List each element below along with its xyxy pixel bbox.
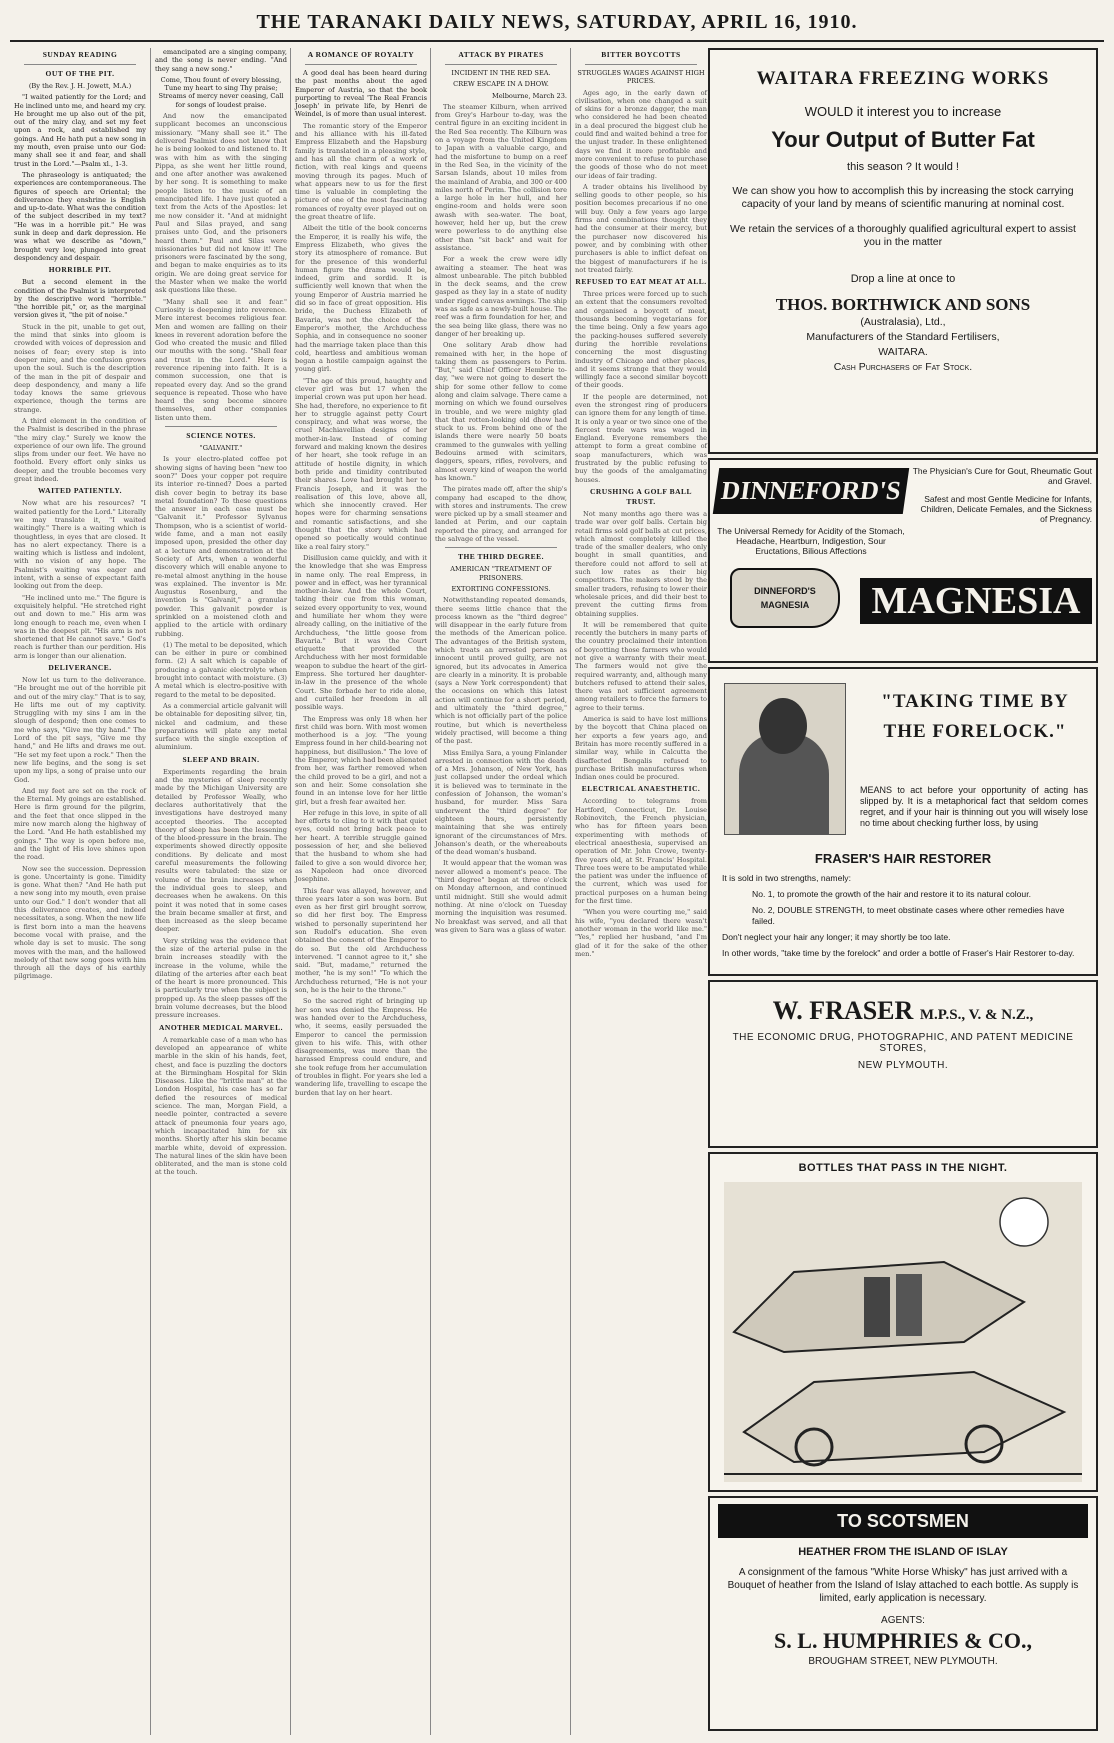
bottles-illustration <box>724 1182 1082 1482</box>
ad-headline: HEATHER FROM THE ISLAND OF ISLAY <box>798 1546 1008 1558</box>
advertisement-column <box>708 48 1104 1735</box>
chemist-name: W. FRASER <box>772 996 914 1025</box>
frasers-hair-restorer-ad <box>708 667 1098 976</box>
ad-headline: Your Output of Butter Fat <box>771 127 1035 152</box>
article-filler: "Many shall see it and fear." Curiosity is deepening into reverence. Mere interest becomes religious fear. Men and women are falling on their knees in reverent adoration before the God who created the music and filled our mouths with the song. "Shall fear and trust in the Lord." Here is reverence ripening into faith. It is a common succession, one that is repeated every day. And so the grand sequence is repeated. Those who have heard the song become sincere themselves, and other companies listen unto them. <box>155 297 287 422</box>
article-filler: And now the emancipated supplicant becomes an unconscious missionary. "Many shall see it." The delivered Psalmist does not know that he is being looked to and listened to. It was with him as with the singing Pippa, as she went her little round, and one after another was awakened by her song. It is something to make people listen to the music of an emancipated life. I have just quoted a text from the Acts of the Apostles: let me now consider it. "And at midnight Paul and Silas prayed, and sang praises unto God, and the prisoners heard them." Paul and Silas were missionaries but did not know it! The prisoners were fascinated by the song, and began to make enquiries as to its origin. We are doing great service for the Master when we make the world ask questions like these. <box>155 112 287 295</box>
article-filler: One solitary Arab dhow had remained with her, in the hope of taking them as passengers to Perim. "But," said Chief Officer Hembrie to-day, "we were not going to desert the ship for some other fellow to come along and claim salvage. There came a morning on which we found ourselves in trouble, and we were mighty glad that that rotten-looking old dhow had stuck to us. From behind one of the islands there were nearly 50 boats crammed to the gunwales with yelling Bedouins armed with scimitars, daggers, spears, rifles, revolvers, and almost every kind of weapon the world has known." <box>435 341 567 482</box>
ad-line: AGENTS: <box>881 1615 925 1626</box>
section-heading: THE THIRD DEGREE. <box>457 552 545 562</box>
article-paragraph: emancipated are a singing company, and the song is never ending. "And they sang a new song." <box>155 48 287 73</box>
byline: (By the Rev. J. H. Jowett, M.A.) <box>28 82 132 90</box>
article-filler: The romantic story of the Emperor and his alliance with his ill-fated Empress Elizabeth and the Hapsburg family is translated in a pleasing style, and has all the charm of a work of fiction, with real kings and queens moving through its pages. Much of what appears new to us for the first time is valuable in completing the picture of one of the most fascinating romances of royalty ever played out on the great theatre of life. <box>295 121 427 222</box>
article-filler: Three prices were forced up to such an extent that the consumers revolted and organised a boycott of meat, thousands becoming vegetarians for the time being. Only a few years ago the packing-houses suffered severely during the horrible revelations concerning the most disgusting industry of Chicago and other places, and it seems strange that they would willingly face a second similar boycott of their goods. <box>575 290 707 390</box>
ad-title: BOTTLES THAT PASS IN THE NIGHT. <box>798 1162 1008 1174</box>
section-heading: SLEEP AND BRAIN. <box>182 754 260 764</box>
masthead-title: THE TARANAKI DAILY NEWS, SATURDAY, APRIL 16, 1910. <box>256 11 858 33</box>
ad-company: S. L. HUMPHRIES & CO., <box>774 1628 1032 1653</box>
column-pirates <box>430 48 571 1735</box>
column-sunday-reading <box>10 48 150 1735</box>
ad-body-block <box>722 873 1084 959</box>
article-filler: A third element in the condition of the Psalmist is described in the phrase "the miry clay." Surely we know the experience of our own life. The ground slips from under our feet. We have no foothold. Every effort only sinks us deeper, and the trouble becomes very great indeed. <box>14 416 146 484</box>
magnesia-bottle <box>730 568 840 628</box>
section-heading: SUNDAY READING <box>42 50 118 59</box>
woman-illustration <box>724 683 846 835</box>
article-subhead: EXTORTING CONFESSIONS. <box>451 584 551 593</box>
chemist-quals: M.P.S., V. & N.Z., <box>919 1007 1034 1023</box>
article-filler: If the people are determined, not even the strongest ring of producers can ignore them for any length of time. It is only a year or two since one of the fiercest trade wars was waged in England. Everyone remembers the attempt to form a great combine of soap manufacturers, which was frustrated by the public refusing to buy the goods of the amalgamating houses. <box>575 392 707 484</box>
ad-body: We can show you how to accomplish this by increasing the stock carrying capacity of your land by means of scientific manuring at nominal cost. <box>732 185 1074 210</box>
article-filler: The pirates made off, after the ship's company had escaped to the dhow, with stores and instruments. The crew were picked up by a small steamer and landed at Perim, and our captain reported the piracy, and arranged for the salvage of the vessel. <box>435 485 567 544</box>
article-filler: According to telegrams from Hartford, Connecticut, Dr. Louise Robinovitch, the French physician, who has for fifteen years been experimenting with methods of electrical anaesthesia, supervised an operation of Mr. John Crowe, twenty-five years old, at St. Francis' Hospital. Three toes were to be amputated while the patient was under the influence of the current, which was used for practical purposes on a human being for the first time. <box>575 797 707 906</box>
article-subhead: "GALVANIT." <box>199 444 243 453</box>
article-paragraph: "I waited patiently for the Lord; and He inclined unto me, and heard my cry. He brought me up also out of the pit, out of the miry clay, and set my feet upon a rock, and established my goings. And He hath put a new song in my mouth, even praise unto our God: many shall see it and fear, and shall trust in the Lord."—Psalm xl., 1-3. <box>14 93 146 168</box>
ad-body: We retain the services of a thoroughly qualified agricultural expert to assist you in the matter <box>730 223 1076 248</box>
column-science <box>150 48 291 1735</box>
article-filler: Now see the succession. Depression is gone. Uncertainty is gone. Timidity is gone. What then? "And He hath put a new song into my mouth, even praise unto our God." I don't wonder that all this deliverance creates, and indeed necessitates, a song. When the new life is first born into a man the heavens become vocal with praise, and the whole day is set to music. The song moves with the man, and the hallowed melody of that new song goes with him through all the days of his earthly pilgrimage. <box>14 864 146 981</box>
article-subhead: WAITED PATIENTLY. <box>38 486 122 496</box>
article-title: OUT OF THE PIT. <box>45 69 115 78</box>
article-filler: This fear was allayed, however, and three years later a son was born. But even as her first girl brought sorrow, so did her first boy. The Empress wished to personally superintend her son Rudolf's education. She even obtained the consent of the Emperor to do so. But the old Archduchess intervened. "I cannot agree to it," she said. "But, madame," returned the mother, "he is my son!" "To which the Archduchess returned, "He is not your son, he is the heir to the throne." <box>295 886 428 995</box>
article-subhead: INCIDENT IN THE RED SEA. <box>451 69 551 77</box>
dinnefords-logo: DINNEFORD'S <box>713 468 909 514</box>
article-filler: Very striking was the evidence that the size of the arterial pulse in the brain increases steadily with the increase in the volume, while the dilating of the arteries after each beat of the heart is more pronounced. This is particularly true when the subject is propped up. As the sleep passes off the brain volume decreases, but the blood pressure increases. <box>155 936 287 1020</box>
article-filler: A remarkable case of a man who has developed an appearance of white marble in the skin of his hands, feet, chest, and face is puzzling the doctors at the Birmingham Hospital for Skin Diseases. Like the "brittle man" at the London Hospital, his case has so far defied the resources of medical science. The man, Morgan Field, a needle pointer, contracted a severe attack of pneumonia four years ago, which incapacitated him for six months. Shortly after his skin became marble white, devoid of expression. The natural lines of the skin have been obliterated, and the man is stone cold at the touch. <box>155 1035 287 1177</box>
ad-headline: "TAKING TIME BY THE FORELOCK." <box>881 691 1069 742</box>
ad-line: this season ? It would ! <box>847 161 959 173</box>
ad-line: The Physician's Cure for Gout, Rheumatic Gout and Gravel. <box>912 466 1092 486</box>
article-filler: Ages ago, in the early dawn of civilisation, when one changed a suit of skins for a bronze dagger, the man who considered he had been cheated in a deal procured the biggest club he could find and waited behind a tree for the unjust trader. In these enlightened days we find it more profitable and more convenient to refuse to purchase the goods of those who do not meet our ideas of fair trading. <box>575 88 707 180</box>
section-heading: A ROMANCE OF ROYALTY <box>307 50 415 59</box>
article-subhead: REFUSED TO EAT MEAT AT ALL. <box>575 277 707 287</box>
dateline: Melbourne, March 23. <box>491 91 567 100</box>
article-filler: Her refuge in this love, in spite of all her efforts to cling to it with that quiet eyes, could not bring back peace to her heart. A terrible struggle gained possession of her, and she believed that the husband to whom she had failed to give a son would divorce her, as Napoleon had once divorced Josephine. <box>295 808 427 884</box>
to-scotsmen-ad <box>708 1496 1098 1731</box>
article-filler: Experiments regarding the brain and the mysteries of sleep recently made by the Michigan University are detailed by Professor Weally, who declares authoritatively that the investigations have destroyed many accepted theories. The accepted theory of sleep has been the lessening of the blood-pressure in the brain. The experiments showed directly opposite conditions. By delicate and most careful measurements the following results were tabulated: the size or volume of the brain increases when the individual goes to sleep, and decreases when he awakens. On this point it was noted that in some cases the brain became smaller at first, and then increased as the sleep became deeper. <box>155 767 287 934</box>
article-filler: Stuck in the pit, unable to get out, the mind that sinks into gloom is crowded with voices of depression and noises of fear; every step is into deeper mire, and the confusion grows upon the soul. Such is the description of the man in the pit of despair and deep despondency, and many a life today knows the same grievous experience, though the terms are strange. <box>14 322 146 414</box>
article-filler: So the sacred right of bringing up her son was denied the Empress. He was handed over to the Archduchess, who, it seems, easily persuaded the Emperor to cancel the permission given to his wife. This, with other disagreements, was more than the harassed Empress could endure, and she took refuge from her accumulation of troubles in flight. For years she led a wandering life, travelling to escape the burden that lay on her heart. <box>295 997 428 1097</box>
article-filler: Notwithstanding repeated demands, there seems little chance that the process known as the "third degree" will disappear in the early future from the methods of the American police. The advantages of the British system, which treats an arrested person as innocent until proved guilty, are not ignored, but its advocates in America are clearly in a minority. It is probable (says a New York correspondent) that the occasions on which this latest action will continue for a short period, and ultimately the "third degree," which is not officially part of the police routine, but which is nevertheless widely practised, will become a thing of the past. <box>435 596 567 746</box>
ad-body: MEANS to act before your opportunity of acting has slipped by. It is a metaphorical fact that seldom comes regret, and if your hair is thinning out you will wisely lose no time about checking further loss, by using <box>860 785 1088 828</box>
article-paragraph: But a second element in the condition of the Psalmist is interpreted by the descriptive word "horrible." "the horrible pit," or, as the marginal version gives it, "the pit of noise." <box>14 278 146 320</box>
ad-line: Safest and most Gentle Medicine for Infants, Children, Delicate Females, and the Sickness of Pregnancy. <box>920 494 1092 524</box>
ad-line: WAITARA. <box>878 346 928 358</box>
ad-line: Drop a line at once to <box>850 273 956 285</box>
column-boycotts <box>570 48 711 1735</box>
ad-company: THOS. BORTHWICK AND SONS <box>775 295 1031 314</box>
bottle-label: DINNEFORD'S MAGNESIA <box>754 586 816 610</box>
article-subhead: AMERICAN "TREATMENT OF PRISONERS. <box>450 565 552 582</box>
masthead <box>10 6 1104 42</box>
section-heading: SCIENCE NOTES. <box>186 431 256 441</box>
ad-title: TO SCOTSMEN <box>718 1504 1088 1538</box>
ad-line: The Universal Remedy for Acidity of the Stomach, Headache, Heartburn, Indigestion, Sour Eructations, Bilious Affections <box>717 526 905 556</box>
ad-line: THE ECONOMIC DRUG, PHOTOGRAPHIC, AND PATENT MEDICINE STORES, <box>732 1032 1074 1054</box>
article-subhead: DELIVERANCE. <box>48 663 112 672</box>
ad-line: NEW PLYMOUTH. <box>857 1060 949 1071</box>
article-subhead: HORRIBLE PIT. <box>48 265 112 275</box>
ad-line: BROUGHAM STREET, NEW PLYMOUTH. <box>808 1656 998 1667</box>
article-filler: America is said to have lost millions by the boycott that China placed on her exports a few years ago, and Britain has more recently suffered in a similar way, while in Calcutta the disaffected Bengalis refused to purchase British manufactures when Indian ones could be procured. <box>575 715 707 782</box>
article-filler: Now what are his resources? "I waited patiently for the Lord." Literally we may translate it, "I waited waitingly." There is a waiting which is thoughtless, in eyes that are closed. It has no alert expectancy. There is a waiting which is listless and indolent, with no vision of any hope. The Psalmist's waiting was eager and intent, with a sense of expectant faith looking out from the deep. <box>14 499 146 591</box>
article-filler: "He inclined unto me." The figure is exquisitely helpful. "He stretched right out and down to me." His arm was long enough to reach me, even when I was in the deepest pit. "His arm is not shortened that He cannot save." God's reach is further than our perdition. His arm is longer than our alienation. <box>14 593 146 660</box>
ad-line: No. 2, DOUBLE STRENGTH, to meet obstinate cases where other remedies have failed. <box>752 905 1065 926</box>
article-filler: Now let us turn to the deliverance. "He brought me out of the horrible pit and out of the miry clay." That is to say, He lifts me out of my captivity. Struggling with my sins I am in the slough of despond; then one comes to me who says, "Give me thy hand." The Lord of the pit says, "Give me thy hand," and He lifts and draws me out. "He set my feet upon a rock." Then the new life begins, and the song is set upon my lips, a song of praise unto our God. <box>14 676 146 784</box>
article-filler: Disillusion came quickly, and with it the knowledge that she was Empress in name only. The real Empress, in power and in effect, was her tyrannical mother-in-law. And the whole Court, taking their cue from this woman, seized every opportunity to vex, wound and humiliate her whom they were already calling, on the initiative of the Archduchess, "the little goose from Bavaria." But it was the Court etiquette that provided the Archduchess with her most formidable weapon to subdue the heart of the girl-Empress. She tortured her daughter-in-law in the presence of the whole Court. She forbade her to ride alone, and curtailed her freedom in all possible ways. <box>295 553 427 712</box>
article-subhead: CREW ESCAPE IN A DHOW. <box>453 80 549 89</box>
article-subhead: ELECTRICAL ANAESTHETIC. <box>581 784 701 794</box>
ad-line: Manufacturers of the Standard Fertilisers, <box>806 331 1000 343</box>
ad-line: WOULD it interest you to increase <box>804 104 1002 119</box>
ad-body: A consignment of the famous "White Horse Whisky" has just arrived with a Bouquet of heather from the Island of Islay attached to each bottle. As supply is limited, early application is necessary. <box>727 1567 1079 1604</box>
article-filler: Miss Emilya Sara, a young Finlander arrested in connection with the death of a Mrs. Johanson, of New York, has just collapsed under the ordeal which it is believed was to terminate in the confession of Johanson, the woman's husband, for murder. Miss Sara underwent the "third degree" for eighteen hours, persistently maintaining that she was entirely ignorant of the circumstances of Mrs. Johanson's death, or the whereabouts of the dead woman's husband. <box>435 748 567 857</box>
ad-line: No. 1, to promote the growth of the hair and restore it to its natural colour. <box>752 889 1031 899</box>
article-filler: A trader obtains his livelihood by selling goods to other people, so his position becomes precarious if no one will buy. Only a few years ago large firms and combinations thought they had the consumer at their mercy, but the purchaser now discovered his power, and by combining with other purchasers is able to inflict defeat on the biggest of manufacturers if he is not treated fairly. <box>575 182 707 274</box>
article-filler: The steamer Kilburn, when arrived from Grey's Harbour to-day, was the central figure in an exciting incident in the Red Sea recently. The Kilburn was on a voyage from the United Kingdom to Japan with a valuable cargo, and had the misfortune to bump on a reef in the Red Sea, in the vicinity of the Sarsan Islands, about 10 miles from the mainland of Arabia, and 300 or 400 miles north of Perim. The collision tore a large hole in her hull, and her engine-room and holds were soon awash with sea-water. The boat, however, held her up, but the crew were powerless to do anything else other than "sit back" and wait for assistance. <box>435 102 567 252</box>
section-heading: ATTACK BY PIRATES <box>458 50 544 59</box>
article-filler: For a week the crew were idly awaiting a steamer. The heat was almost unbearable. The pitch bubbled in the deck seams, and the crew gasped as they lay in a state of nudity under rigged canvas awnings. The ship was as safe as a newly-built house. The reef was a firm foundation for her, and the sea being like glass, there was no danger of her breaking up. <box>435 255 567 338</box>
section-heading: BITTER BOYCOTTS <box>601 50 681 59</box>
column-royalty <box>290 48 431 1735</box>
white-horse-whisky-ad <box>708 1152 1098 1492</box>
article-filler: The Empress was only 18 when her first child was born. With most women motherhood is a joy. "The young Empress found in her child-bearing not happiness, but disillusion." The love of the Emperor, which had been alienated from her, was farther removed when the child proved to be a girl, and not a son and heir. Some consolation she found in an intense love for her little girl, but a fresh fear awaited her. <box>295 714 427 806</box>
ad-line: (Australasia), Ltd., <box>860 316 946 328</box>
article-subhead: CRUSHING A GOLF BALL TRUST. <box>589 486 693 506</box>
ad-title: WAITARA FREEZING WORKS <box>756 68 1050 89</box>
w-fraser-chemist-ad <box>708 980 1098 1148</box>
article-filler: "The age of this proud, haughty and clever girl was but 17 when the imperial crown was put upon her head. She had, therefore, no experience to fit her to struggle against petty Court conspiracy, and what was worse, the cruel Machiavellian designs of her mother-in-law. Instead of coming forward and making known the desires of her heart, she took refuge in an attitude of hostile dignity, in which both pride and timidity contributed their shares. Love had brought her to Francis Joseph, and it was the realisation of this love, above all, which she innocently craved. Her hopes were for charming sensations and romantic satisfactions, and she thought that the story which had opened so poetically would continue like a real fairy story." <box>295 376 427 551</box>
article-paragraph: A good deal has been heard during the past months about the aged Emperor of Austria, so that the book purporting to reveal 'The Real Francis Joseph' in private life, by Henri de Weindel, is of more than usual interest. <box>295 69 427 119</box>
ad-line: Cash Purchasers of Fat Stock. <box>833 361 973 373</box>
ad-side-text <box>912 466 1092 524</box>
article-filler: Is your electro-plated coffee pot showing signs of having been "new too soon?" Does your copper pot require its interior re-tinned? Does a parted dish cover begin to betray its base metal foundation? To these questions the answer in each case must be "Galvanit it." Professor Sylvanus Thompson, who is a scientist of world-wide fame, and a man not easily imposed upon, presided the other day at a lecture and demonstration at the Society of Arts, when a wonderful discovery which will enable anyone to re-metal almost anything in the house was explained. The inventor is Mr. Augustus Rosenburg, and the invention is "Galvanit," a granular powder. This galvanit powder is sprinkled on a moistened cloth and applied to the article with ordinary rubbing. <box>155 455 287 638</box>
article-filler: "When you were courting me," said his wife, "you declared there wasn't another woman in the world like me." "Yes," replied her husband, "and I'm glad of it for the sake of the other men." <box>575 908 707 958</box>
ad-line: Don't neglect your hair any longer; it may shortly be too late. <box>722 932 951 942</box>
article-filler: As a commercial article galvanit will be obtainable for depositing silver, tin, nickel and cadmium, and these preparations will plate any metal surface with the single exception of aluminium. <box>155 701 287 752</box>
ad-line: In other words, "take time by the forelock" and order a bottle of Fraser's Hair Restorer to-day. <box>722 948 1075 958</box>
magnesia-wordmark: MAGNESIA <box>860 578 1092 624</box>
hymn-verse: Come, Thou fount of every blessing, Tune my heart to sing Thy praise; Streams of mercy never ceasing, Call for songs of loudest praise. <box>158 75 284 109</box>
article-filler: It will be remembered that quite recently the butchers in many parts of the country proclaimed their intention of boycotting those farmers who would not give a warranty with their meat. The farmers would not give the required warranty, and, although many butchers refused to attend their sales, there was not sufficient agreement among retailers to force the farmers to agree to their terms. <box>575 620 707 712</box>
ad-line: It is sold in two strengths, namely: <box>722 873 851 883</box>
ad-company <box>710 996 1096 1026</box>
ad-product: FRASER'S HAIR RESTORER <box>814 851 992 866</box>
article-filler: Albeit the title of the book concerns the Emperor, it is really his wife, the Empress Elizabeth, who gives the story its atmosphere of romance. But for the presence of this wonderful human figure the drama would be, indeed, grim and sordid. It is sufficiently well known that when the young Emperor of Austria married he did so in face of great opposition. His bride, the Duchess Elizabeth of Bavaria, was not the choice of the Emperor's mother, the Archduchess Sophia, and in consequence no sooner had the marriage taken place than this cold, heartless and ambitious woman began a hostile campaign against the young girl. <box>295 224 427 374</box>
article-filler: It would appear that the woman was never allowed a moment's peace. The "third degree" began at three o'clock on Monday afternoon, and continued until midnight. Still she would admit nothing. At nine o'clock on Tuesday morning the inquisition was resumed. No breakfast was served, and all that was given to Sara was a glass of water. <box>435 859 567 934</box>
section-heading: ANOTHER MEDICAL MARVEL. <box>159 1022 283 1032</box>
article-filler: Not many months ago there was a trade war over golf balls. Certain big retail firms sold golf balls at cut prices, which almost completely killed the trade of the smaller dealers, who only bought in small quantities, and therefore could not afford to sell at such low rates as their big competitors. The makers stood by the smaller traders, refusing to lower their wholesale prices, and did their best to prevent the cutting firms from obtaining supplies. <box>575 509 707 618</box>
article-paragraph: The phraseology is antiquated; the experiences are contemporaneous. The figures of speech are Oriental; the deliverance they enshrine is English and up-to-date. What was the condition of the subject described in my text? "He was in a horrible pit." He was sunk in deep and dark depression. He was what we describe as "down," brought very low, plunged into great despondency and despair. <box>14 170 146 262</box>
waitara-freezing-works-ad <box>708 48 1098 454</box>
article-filler: And my feet are set on the rock of the Eternal. My goings are established. Here is firm ground for the pilgrim, and the feet that once slipped in the mire now march along the highway of the Lord. "And He hath established my goings." The way is open before me, and the light of His love shines upon the road. <box>14 786 146 862</box>
article-subhead: STRUGGLES WAGES AGAINST HIGH PRICES. <box>577 69 705 86</box>
article-filler: (1) The metal to be deposited, which can be either in pure or combined form. (2) A salt which is capable of producing a galvanic electrolyte when brought into contact with moisture. (3) A metal which is electro-positive with regard to the metal to be deposited. <box>155 640 287 699</box>
dinnefords-magnesia-ad <box>708 458 1098 663</box>
